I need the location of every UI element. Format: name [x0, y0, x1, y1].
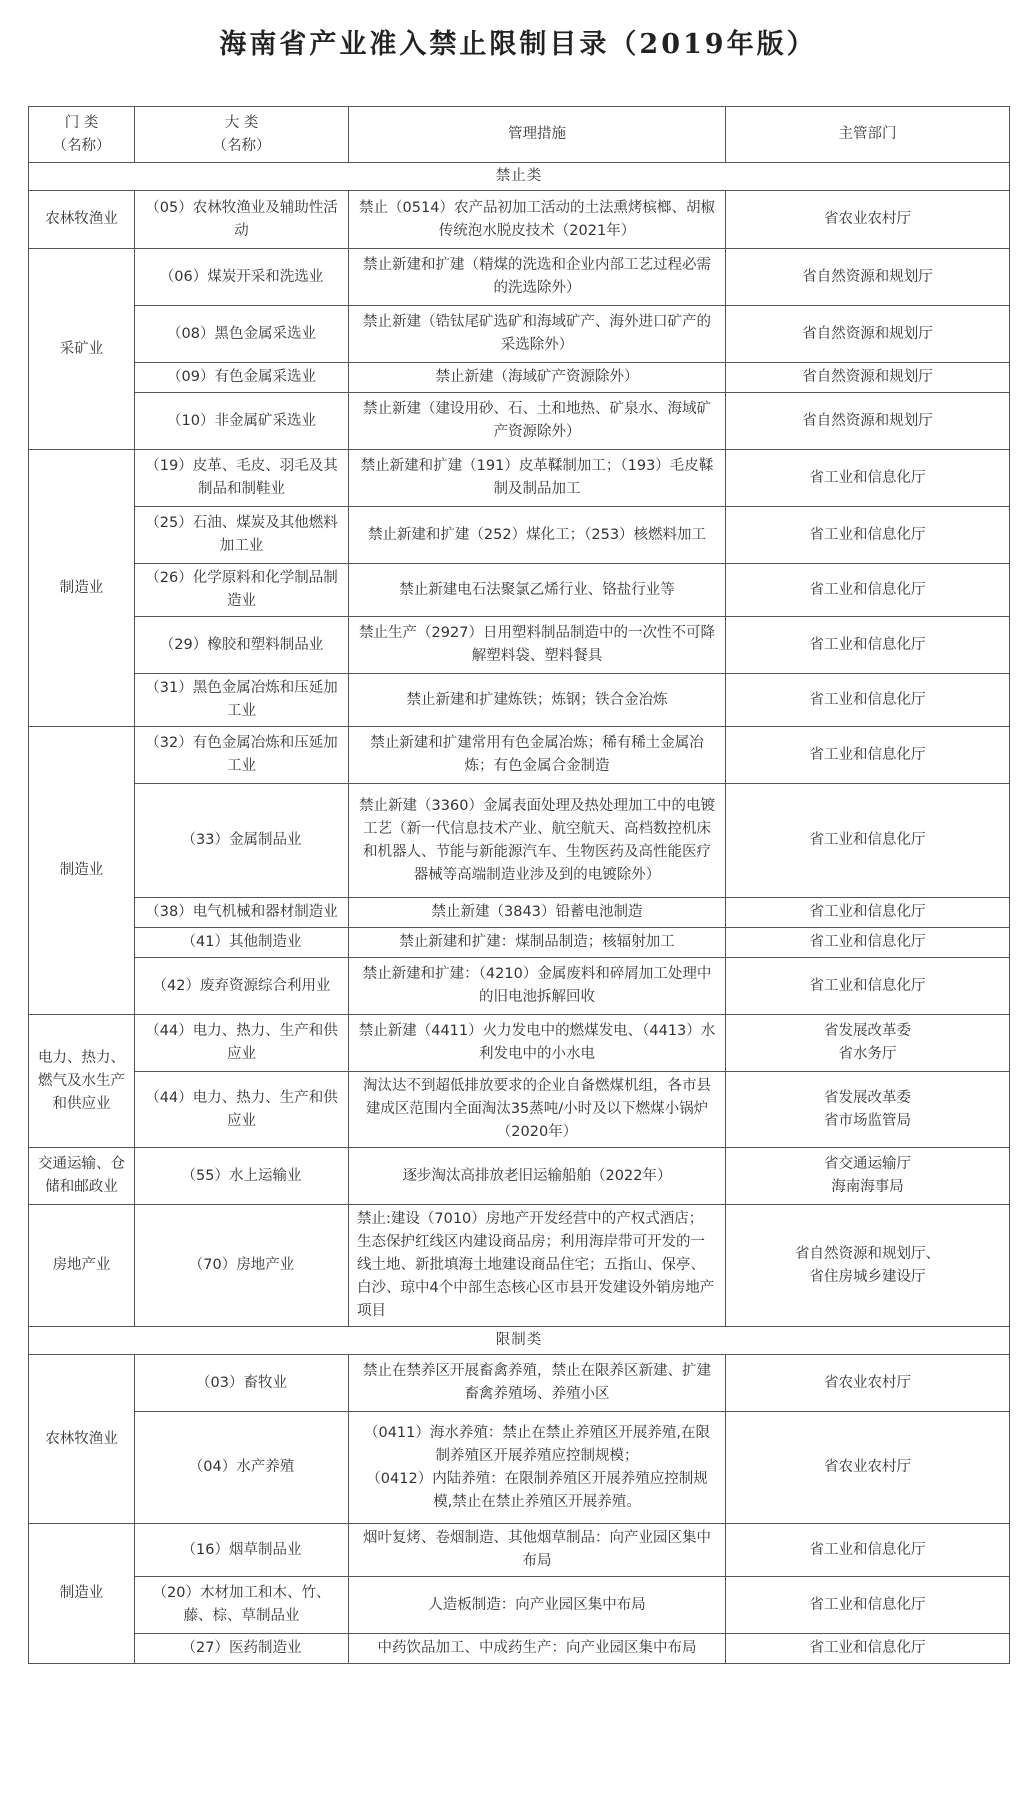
- department-cell: 省发展改革委 省市场监管局: [726, 1072, 1010, 1148]
- subcategory-cell: （06）煤炭开采和洗选业: [135, 249, 349, 306]
- department-cell: 省农业农村厅: [726, 1355, 1010, 1412]
- department-cell: 省工业和信息化厅: [726, 958, 1010, 1015]
- category-cell: 农林牧渔业: [29, 1355, 135, 1524]
- measures-cell: 禁止新建和扩建：煤制品制造；核辐射加工: [349, 928, 726, 958]
- subcategory-cell: （16）烟草制品业: [135, 1524, 349, 1577]
- subcategory-cell: （26）化学原料和化学制品制造业: [135, 564, 349, 617]
- subcategory-cell: （03）畜牧业: [135, 1355, 349, 1412]
- measures-cell: 禁止新建（3843）铅蓄电池制造: [349, 898, 726, 928]
- table-row: [29, 306, 1010, 363]
- measures-cell: 禁止在禁养区开展畜禽养殖，禁止在限养区新建、扩建畜禽养殖场、养殖小区: [349, 1355, 726, 1412]
- department-cell: 省自然资源和规划厅、 省住房城乡建设厅: [726, 1205, 1010, 1327]
- department-cell: 省农业农村厅: [726, 1412, 1010, 1524]
- subcategory-cell: （44）电力、热力、生产和供应业: [135, 1072, 349, 1148]
- measures-cell: 禁止（0514）农产品初加工活动的土法熏烤槟榔、胡椒传统泡水脱皮技术（2021年）: [349, 191, 726, 249]
- measures-cell: 禁止新建和扩建：（4210）金属废料和碎屑加工处理中的旧电池拆解回收: [349, 958, 726, 1015]
- measures-cell: 禁止新建电石法聚氯乙烯行业、铬盐行业等: [349, 564, 726, 617]
- department-cell: 省工业和信息化厅: [726, 1634, 1010, 1664]
- department-cell: 省工业和信息化厅: [726, 617, 1010, 674]
- department-cell: 省自然资源和规划厅: [726, 306, 1010, 363]
- measures-cell: （0411）海水养殖：禁止在禁止养殖区开展养殖,在限制养殖区开展养殖应控制规模； （0412）内陆养殖：在限制养殖区开展养殖应控制规模,禁止在禁止养殖区开展养殖。: [349, 1412, 726, 1524]
- department-cell: 省自然资源和规划厅: [726, 363, 1010, 393]
- table-row: [29, 1205, 1010, 1327]
- section-row-prohibited: [29, 163, 1010, 191]
- category-cell: 采矿业: [29, 249, 135, 450]
- department-cell: 省工业和信息化厅: [726, 784, 1010, 898]
- table-row: [29, 1148, 1010, 1205]
- measures-cell: 禁止新建和扩建（191）皮革鞣制加工；（193）毛皮鞣制及制品加工: [349, 450, 726, 507]
- measures-cell: 逐步淘汰高排放老旧运输船舶（2022年）: [349, 1148, 726, 1205]
- measures-cell: 禁止新建（3360）金属表面处理及热处理加工中的电镀工艺（新一代信息技术产业、航空航天、高档数控机床和机器人、节能与新能源汽车、生物医药及高性能医疗器械等高端制造业涉及到的电镀除外）: [349, 784, 726, 898]
- table-row: [29, 363, 1010, 393]
- subcategory-cell: （27）医药制造业: [135, 1634, 349, 1664]
- table-row: [29, 564, 1010, 617]
- section-restricted: 限制类: [29, 1327, 1010, 1355]
- measures-cell: 烟叶复烤、卷烟制造、其他烟草制品：向产业园区集中布局: [349, 1524, 726, 1577]
- table-row: [29, 928, 1010, 958]
- table-row: [29, 674, 1010, 727]
- department-cell: 省工业和信息化厅: [726, 898, 1010, 928]
- measures-cell: 淘汰达不到超低排放要求的企业自备燃煤机组，各市县建成区范围内全面淘汰35蒸吨/小时及以下燃煤小锅炉（2020年）: [349, 1072, 726, 1148]
- department-cell: 省自然资源和规划厅: [726, 393, 1010, 450]
- department-cell: 省工业和信息化厅: [726, 1524, 1010, 1577]
- measures-cell: 禁止新建和扩建（252）煤化工；（253）核燃料加工: [349, 507, 726, 564]
- table-row: [29, 1634, 1010, 1664]
- table-row: [29, 507, 1010, 564]
- header-category: 门 类 （名称）: [29, 107, 135, 163]
- department-cell: 省工业和信息化厅: [726, 507, 1010, 564]
- table-row: [29, 1524, 1010, 1577]
- subcategory-cell: （55）水上运输业: [135, 1148, 349, 1205]
- measures-cell: 禁止新建和扩建炼铁；炼钢；铁合金冶炼: [349, 674, 726, 727]
- subcategory-cell: （32）有色金属冶炼和压延加工业: [135, 727, 349, 784]
- subcategory-cell: （05）农林牧渔业及辅助性活动: [135, 191, 349, 249]
- subcategory-cell: （70）房地产业: [135, 1205, 349, 1327]
- table-row: [29, 1577, 1010, 1634]
- header-measures: 管理措施: [349, 107, 726, 163]
- table-row: [29, 1355, 1010, 1412]
- measures-cell: 禁止新建（海域矿产资源除外）: [349, 363, 726, 393]
- department-cell: 省工业和信息化厅: [726, 674, 1010, 727]
- category-cell: 制造业: [29, 450, 135, 727]
- section-row-restricted: [29, 1327, 1010, 1355]
- department-cell: 省农业农村厅: [726, 191, 1010, 249]
- measures-cell: 禁止新建和扩建（精煤的洗选和企业内部工艺过程必需的洗选除外）: [349, 249, 726, 306]
- subcategory-cell: （10）非金属矿采选业: [135, 393, 349, 450]
- header-subcategory: 大 类 （名称）: [135, 107, 349, 163]
- department-cell: 省工业和信息化厅: [726, 1577, 1010, 1634]
- subcategory-cell: （41）其他制造业: [135, 928, 349, 958]
- category-cell: 农林牧渔业: [29, 191, 135, 249]
- subcategory-cell: （38）电气机械和器材制造业: [135, 898, 349, 928]
- table-row: [29, 1072, 1010, 1148]
- subcategory-cell: （31）黑色金属冶炼和压延加工业: [135, 674, 349, 727]
- measures-cell: 禁止新建和扩建常用有色金属冶炼；稀有稀土金属冶炼；有色金属合金制造: [349, 727, 726, 784]
- measures-cell: 禁止生产（2927）日用塑料制品制造中的一次性不可降解塑料袋、塑料餐具: [349, 617, 726, 674]
- department-cell: 省发展改革委 省水务厅: [726, 1015, 1010, 1072]
- subcategory-cell: （25）石油、煤炭及其他燃料加工业: [135, 507, 349, 564]
- table-row: [29, 191, 1010, 249]
- department-cell: 省工业和信息化厅: [726, 727, 1010, 784]
- table-row: [29, 249, 1010, 306]
- category-cell: 制造业: [29, 1524, 135, 1664]
- department-cell: 省交通运输厅 海南海事局: [726, 1148, 1010, 1205]
- table-row: [29, 958, 1010, 1015]
- table-row: [29, 1412, 1010, 1524]
- subcategory-cell: （44）电力、热力、生产和供应业: [135, 1015, 349, 1072]
- category-cell: 房地产业: [29, 1205, 135, 1327]
- subcategory-cell: （20）木材加工和木、竹、藤、棕、草制品业: [135, 1577, 349, 1634]
- category-cell: 制造业: [29, 727, 135, 1015]
- measures-cell: 禁止:建设（7010）房地产开发经营中的产权式酒店；生态保护红线区内建设商品房；利用海岸带可开发的一线土地、新批填海土地建设商品住宅；五指山、保亭、白沙、琼中4个中部生态核心区市县开发建设外销房地产项目: [349, 1205, 726, 1327]
- document-title: 海南省产业准入禁止限制目录（2019年版）: [219, 29, 817, 60]
- department-cell: 省工业和信息化厅: [726, 450, 1010, 507]
- subcategory-cell: （08）黑色金属采选业: [135, 306, 349, 363]
- section-prohibited: 禁止类: [29, 163, 1010, 191]
- subcategory-cell: （19）皮革、毛皮、羽毛及其制品和制鞋业: [135, 450, 349, 507]
- table-row: [29, 727, 1010, 784]
- subcategory-cell: （29）橡胶和塑料制品业: [135, 617, 349, 674]
- table-row: [29, 617, 1010, 674]
- measures-cell: 中药饮品加工、中成药生产：向产业园区集中布局: [349, 1634, 726, 1664]
- header-row: [29, 107, 1010, 163]
- header-department: 主管部门: [726, 107, 1010, 163]
- measures-cell: 禁止新建（4411）火力发电中的燃煤发电、（4413）水利发电中的小水电: [349, 1015, 726, 1072]
- catalog-table: [28, 106, 1010, 1664]
- table-row: [29, 784, 1010, 898]
- department-cell: 省工业和信息化厅: [726, 564, 1010, 617]
- subcategory-cell: （33）金属制品业: [135, 784, 349, 898]
- category-cell: 电力、热力、燃气及水生产和供应业: [29, 1015, 135, 1148]
- measures-cell: 禁止新建（建设用砂、石、土和地热、矿泉水、海域矿产资源除外）: [349, 393, 726, 450]
- table-row: [29, 1015, 1010, 1072]
- table-row: [29, 450, 1010, 507]
- subcategory-cell: （04）水产养殖: [135, 1412, 349, 1524]
- measures-cell: 禁止新建（锆钛尾矿选矿和海域矿产、海外进口矿产的采选除外）: [349, 306, 726, 363]
- subcategory-cell: （42）废弃资源综合利用业: [135, 958, 349, 1015]
- subcategory-cell: （09）有色金属采选业: [135, 363, 349, 393]
- department-cell: 省工业和信息化厅: [726, 928, 1010, 958]
- measures-cell: 人造板制造：向产业园区集中布局: [349, 1577, 726, 1634]
- table-row: [29, 898, 1010, 928]
- category-cell: 交通运输、仓储和邮政业: [29, 1148, 135, 1205]
- department-cell: 省自然资源和规划厅: [726, 249, 1010, 306]
- table-row: [29, 393, 1010, 450]
